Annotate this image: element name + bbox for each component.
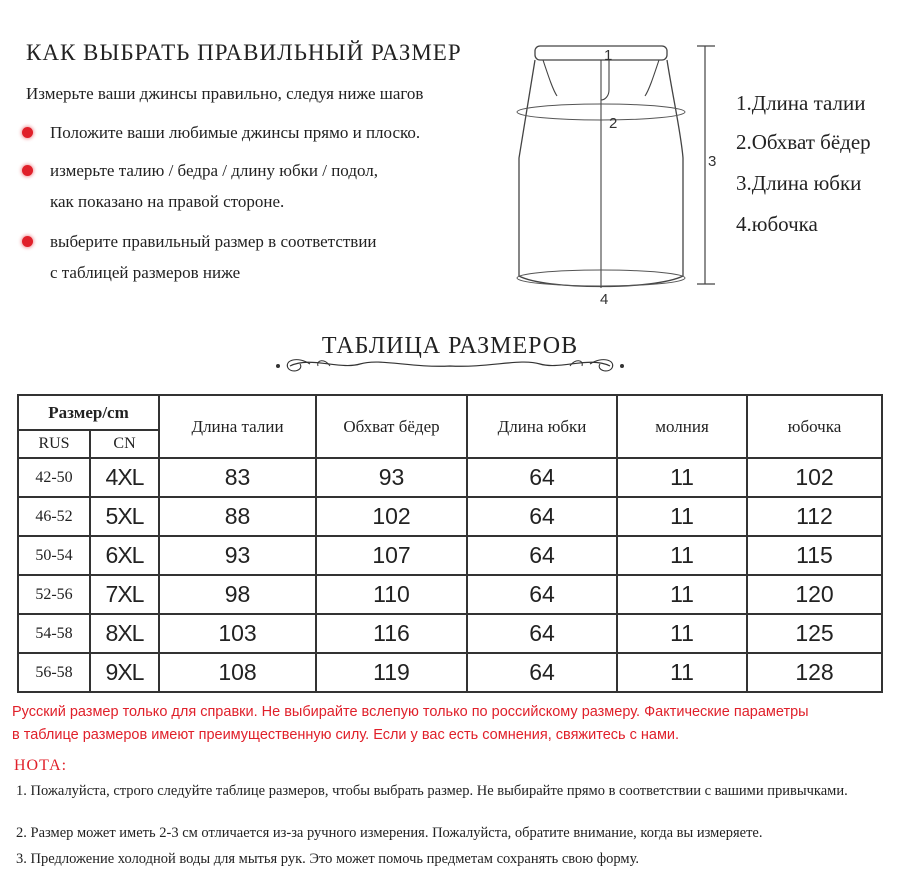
legend-item-hem: 4.юбочка xyxy=(736,212,818,236)
step-2 xyxy=(22,155,502,217)
cell-hips: 116 xyxy=(316,614,467,653)
table-row xyxy=(18,497,882,536)
cell-waist: 83 xyxy=(159,458,316,497)
column-header-zipper: молния xyxy=(617,395,747,458)
russian-size-warning xyxy=(12,701,892,747)
cell-zipper: 11 xyxy=(617,458,747,497)
legend-item-hips: 2.Обхват бёдер xyxy=(736,130,871,154)
cell-hem: 102 xyxy=(747,458,882,497)
cell-hips: 93 xyxy=(316,458,467,497)
cell-length: 64 xyxy=(467,458,617,497)
step-3-text-line-1: выберите правильный размер в соответствии xyxy=(50,232,377,251)
page-title: КАК ВЫБРАТЬ ПРАВИЛЬНЫЙ РАЗМЕР xyxy=(26,40,462,65)
bullet-dot-icon xyxy=(22,165,33,176)
table-row xyxy=(18,614,882,653)
cell-hem: 112 xyxy=(747,497,882,536)
cell-cn: 9XL xyxy=(90,653,159,692)
bullet-dot-icon xyxy=(22,127,33,138)
nota-title: НОТА: xyxy=(14,757,68,774)
cell-hem: 120 xyxy=(747,575,882,614)
column-header-waist: Длина талии xyxy=(159,395,316,458)
cell-cn: 5XL xyxy=(90,497,159,536)
cell-waist: 88 xyxy=(159,497,316,536)
cell-rus: 56-58 xyxy=(18,653,90,692)
cell-zipper: 11 xyxy=(617,497,747,536)
cell-cn: 6XL xyxy=(90,536,159,575)
cell-waist: 93 xyxy=(159,536,316,575)
note-1: 1. Пожалуйста, строго следуйте таблице размеров, чтобы выбрать размер. Не выбирайте прямо в соответствии с вашими привычками. xyxy=(16,783,848,799)
table-row xyxy=(18,575,882,614)
cell-zipper: 11 xyxy=(617,614,747,653)
size-header: Размер/cm xyxy=(18,395,159,430)
cell-waist: 108 xyxy=(159,653,316,692)
marker-2: 2 xyxy=(609,115,618,132)
skirt-diagram-icon xyxy=(505,38,730,313)
cell-zipper: 11 xyxy=(617,536,747,575)
cell-length: 64 xyxy=(467,575,617,614)
table-row xyxy=(18,653,882,692)
marker-1: 1 xyxy=(604,47,613,64)
note-2: 2. Размер может иметь 2-3 см отличается из-за ручного измерения. Пожалуйста, обратите внимание, когда вы измеряете. xyxy=(16,825,763,841)
warning-line-2: в таблице размеров имеют преимущественную силу. Если у вас есть сомнения, свяжитесь с нами. xyxy=(12,727,680,743)
cell-rus: 50-54 xyxy=(18,536,90,575)
cell-length: 64 xyxy=(467,536,617,575)
cell-rus: 54-58 xyxy=(18,614,90,653)
column-header-hem: юбочка xyxy=(747,395,882,458)
warning-line-1: Русский размер только для справки. Не выбирайте вслепую только по российскому размеру. Фактические параметры xyxy=(12,704,809,720)
cell-waist: 98 xyxy=(159,575,316,614)
page-subtitle: Измерьте ваши джинсы правильно, следуя ниже шагов xyxy=(26,84,424,103)
step-1-text: Положите ваши любимые джинсы прямо и плоско. xyxy=(50,123,421,142)
table-row xyxy=(18,458,882,497)
cell-waist: 103 xyxy=(159,614,316,653)
subheader-rus: RUS xyxy=(18,430,90,458)
cell-rus: 42-50 xyxy=(18,458,90,497)
marker-4: 4 xyxy=(600,291,609,308)
cell-hips: 110 xyxy=(316,575,467,614)
size-table-title: ТАБЛИЦА РАЗМЕРОВ xyxy=(321,333,579,359)
marker-3: 3 xyxy=(708,153,717,170)
table-row xyxy=(18,536,882,575)
column-header-length: Длина юбки xyxy=(467,395,617,458)
cell-rus: 52-56 xyxy=(18,575,90,614)
note-3: 3. Предложение холодной воды для мытья рук. Это может помочь предметам сохранять свою форму. xyxy=(16,851,640,867)
size-table xyxy=(17,394,883,693)
cell-zipper: 11 xyxy=(617,653,747,692)
step-1 xyxy=(22,117,502,148)
step-2-text-line-1: измерьте талию / бедра / длину юбки / подол, xyxy=(50,161,378,180)
cell-zipper: 11 xyxy=(617,575,747,614)
ornament-divider-icon xyxy=(270,352,630,376)
cell-hips: 107 xyxy=(316,536,467,575)
step-3 xyxy=(22,226,502,288)
cell-length: 64 xyxy=(467,497,617,536)
cell-hem: 125 xyxy=(747,614,882,653)
legend-item-waist: 1.Длина талии xyxy=(736,91,866,115)
cell-cn: 7XL xyxy=(90,575,159,614)
column-header-hips: Обхват бёдер xyxy=(316,395,467,458)
bullet-dot-icon xyxy=(22,236,33,247)
cell-hips: 102 xyxy=(316,497,467,536)
cell-cn: 4XL xyxy=(90,458,159,497)
cell-hem: 128 xyxy=(747,653,882,692)
subheader-cn: CN xyxy=(90,430,159,458)
cell-length: 64 xyxy=(467,653,617,692)
cell-hips: 119 xyxy=(316,653,467,692)
cell-length: 64 xyxy=(467,614,617,653)
step-3-text-line-2: с таблицей размеров ниже xyxy=(50,263,241,282)
legend-item-length: 3.Длина юбки xyxy=(736,171,862,195)
step-2-text-line-2: как показано на правой стороне. xyxy=(50,192,285,211)
cell-hem: 115 xyxy=(747,536,882,575)
cell-cn: 8XL xyxy=(90,614,159,653)
cell-rus: 46-52 xyxy=(18,497,90,536)
